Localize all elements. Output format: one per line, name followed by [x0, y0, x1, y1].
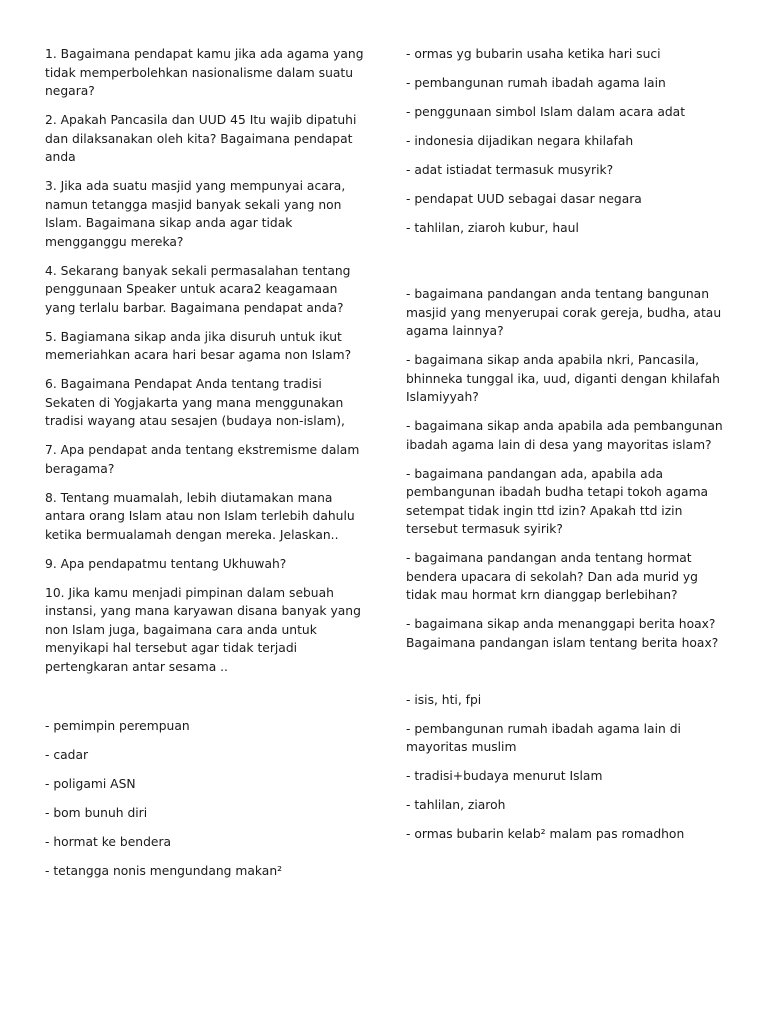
- topic-item: - pendapat UUD sebagai dasar negara: [406, 192, 642, 206]
- question-3: 3. Jika ada suatu masjid yang mempunyai acara, namun tetangga masjid banyak sekali yang non Islam. Bagaimana sikap anda agar tidak mengganggu mereka?: [45, 179, 346, 249]
- right-column: [406, 45, 732, 854]
- question-1: 1. Bagaimana pendapat kamu jika ada agama yang tidak memperbolehkan nasionalisme dalam suatu negara?: [45, 47, 364, 98]
- topic-item: - cadar: [45, 747, 89, 762]
- topic-item: - penggunaan simbol Islam dalam acara adat: [406, 105, 686, 119]
- question-6: 6. Bagaimana Pendapat Anda tentang tradisi Sekaten di Yogjakarta yang mana menggunakan tradisi wayang atau sesajen (budaya non-islam),: [45, 377, 345, 428]
- question-7: 7. Apa pendapat anda tentang ekstremisme dalam beragama?: [45, 443, 360, 476]
- topic-item: - indonesia dijadikan negara khilafah: [406, 134, 634, 148]
- topic-item: - isis, hti, fpi: [406, 692, 482, 707]
- topic-item: - pembangunan rumah ibadah agama lain: [406, 76, 666, 90]
- question-item: - bagaimana pandangan ada, apabila ada pembangunan ibadah budha tetapi tokoh agama setempat tidak ingin ttd izin? Apakah ttd izin tersebut termasuk syirik?: [406, 466, 709, 536]
- topic-item: - adat istiadat termasuk musyrik?: [406, 163, 614, 177]
- topic-item: - tetangga nonis mengundang makan²: [45, 863, 283, 878]
- topic-item: - ormas bubarin kelab² malam pas romadhon: [406, 827, 685, 841]
- question-item: - bagaimana sikap anda apabila nkri, Pancasila, bhinneka tunggal ika, uud, diganti dengan khilafah Islamiyyah?: [406, 353, 720, 404]
- topic-item: - poligami ASN: [45, 776, 136, 791]
- topic-item: - ormas yg bubarin usaha ketika hari suci: [406, 47, 661, 61]
- question-item: - bagaimana sikap anda menanggapi berita hoax? Bagaimana pandangan islam tentang berita hoax?: [406, 617, 719, 650]
- left-column: [45, 45, 367, 891]
- question-9: 9. Apa pendapatmu tentang Ukhuwah?: [45, 556, 287, 571]
- topic-item: - pemimpin perempuan: [45, 718, 190, 733]
- section-spacer: [406, 248, 732, 285]
- section-spacer: [45, 687, 367, 717]
- topic-item: - bom bunuh diri: [45, 805, 148, 820]
- topic-item: - tahlilan, ziaroh: [406, 798, 506, 812]
- topic-item: - pembangunan rumah ibadah agama lain di mayoritas muslim: [406, 721, 681, 754]
- question-5: 5. Bagiamana sikap anda jika disuruh untuk ikut memeriahkan acara hari besar agama non Islam?: [45, 329, 352, 362]
- section-spacer: [406, 663, 732, 691]
- topic-item: - tradisi+budaya menurut Islam: [406, 769, 603, 783]
- topic-item: - tahlilan, ziaroh kubur, haul: [406, 221, 579, 235]
- question-2: 2. Apakah Pancasila dan UUD 45 Itu wajib dipatuhi dan dilaksanakan oleh kita? Bagaimana pendapat anda: [45, 113, 357, 164]
- question-item: - bagaimana pandangan anda tentang hormat bendera upacara di sekolah? Dan ada murid yg tidak mau hormat krn dianggap berlebihan?: [406, 551, 698, 602]
- question-item: - bagaimana sikap anda apabila ada pembangunan ibadah agama lain di desa yang mayoritas islam?: [406, 419, 723, 452]
- question-item: - bagaimana pandangan anda tentang bangunan masjid yang menyerupai corak gereja, budha, atau agama lainnya?: [406, 287, 722, 338]
- topic-item: - hormat ke bendera: [45, 834, 172, 849]
- question-8: 8. Tentang muamalah, lebih diutamakan mana antara orang Islam atau non Islam terlebih dahulu ketika bermualamah dengan mereka. Jelaskan..: [45, 490, 355, 542]
- question-4: 4. Sekarang banyak sekali permasalahan tentang penggunaan Speaker untuk acara2 keagamaan yang terlalu barbar. Bagaimana pendapat anda?: [45, 263, 351, 315]
- question-10: 10. Jika kamu menjadi pimpinan dalam sebuah instansi, yang mana karyawan disana banyak yang non Islam juga, bagaimana cara anda untuk menyikapi hal tersebut agar tidak terjadi pertengkaran antar sesama ..: [45, 585, 361, 674]
